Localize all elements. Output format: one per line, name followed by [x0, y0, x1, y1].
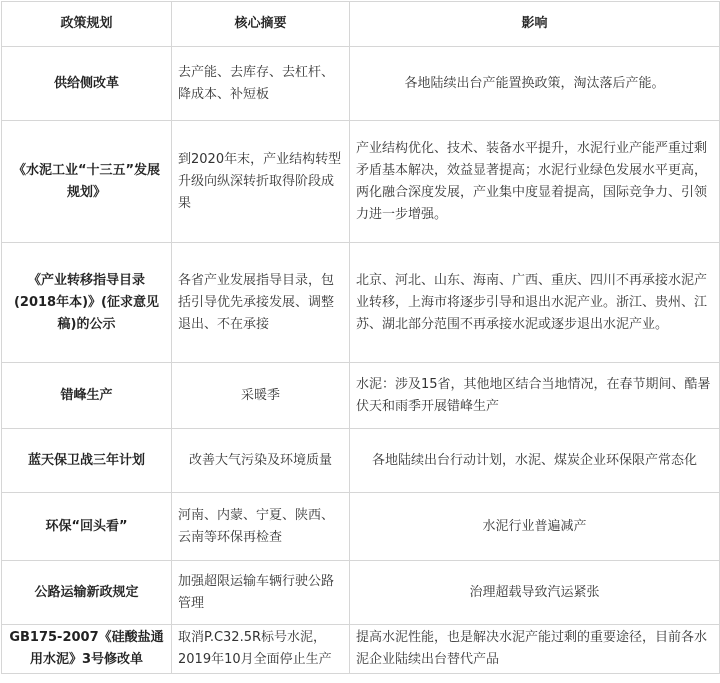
impact-cell: 各地陆续出台产能置换政策，淘汰落后产能。 — [350, 47, 720, 121]
policy-cell: 供给侧改革 — [2, 47, 172, 121]
summary-cell: 采暖季 — [172, 363, 350, 429]
summary-cell: 改善大气污染及环境质量 — [172, 429, 350, 493]
summary-cell: 加强超限运输车辆行驶公路管理 — [172, 561, 350, 625]
table-row — [2, 493, 720, 561]
header-summary: 核心摘要 — [172, 2, 350, 47]
impact-cell: 水泥：涉及15省，其他地区结合当地情况，在春节期间、酷暑伏天和雨季开展错峰生产 — [350, 363, 720, 429]
table-row — [2, 363, 720, 429]
impact-cell: 各地陆续出台行动计划，水泥、煤炭企业环保限产常态化 — [350, 429, 720, 493]
policy-cell: GB175-2007《硅酸盐通用水泥》3号修改单 — [2, 625, 172, 674]
table-row — [2, 47, 720, 121]
policy-cell: 错峰生产 — [2, 363, 172, 429]
summary-cell: 去产能、去库存、去杠杆、降成本、补短板 — [172, 47, 350, 121]
table-row — [2, 561, 720, 625]
table-row — [2, 429, 720, 493]
table-row — [2, 625, 720, 674]
impact-cell: 提高水泥性能，也是解决水泥产能过剩的重要途径，目前各水泥企业陆续出台替代产品 — [350, 625, 720, 674]
policy-cell: 《水泥工业“十三五”发展规划》 — [2, 121, 172, 243]
impact-cell: 治理超载导致汽运紧张 — [350, 561, 720, 625]
header-impact: 影响 — [350, 2, 720, 47]
impact-cell: 水泥行业普遍减产 — [350, 493, 720, 561]
summary-cell: 各省产业发展指导目录，包括引导优先承接发展、调整退出、不在承接 — [172, 243, 350, 363]
impact-cell: 产业结构优化、技术、装备水平提升，水泥行业产能严重过剩矛盾基本解决，效益显著提高；水泥行业绿色发展水平更高，两化融合深度发展，产业集中度显着提高，国际竞争力、引领力进一步增强。 — [350, 121, 720, 243]
summary-cell: 到2020年末，产业结构转型升级向纵深转折取得阶段成果 — [172, 121, 350, 243]
policy-cell: 公路运输新政规定 — [2, 561, 172, 625]
policy-cell: 蓝天保卫战三年计划 — [2, 429, 172, 493]
table-row — [2, 243, 720, 363]
policy-table — [1, 1, 720, 674]
header-policy: 政策规划 — [2, 2, 172, 47]
policy-cell: 《产业转移指导目录(2018年本)》(征求意见稿)的公示 — [2, 243, 172, 363]
table-header-row — [2, 2, 720, 47]
summary-cell: 取消P.C32.5R标号水泥，2019年10月全面停止生产 — [172, 625, 350, 674]
table-row — [2, 121, 720, 243]
policy-cell: 环保“回头看” — [2, 493, 172, 561]
summary-cell: 河南、内蒙、宁夏、陕西、云南等环保再检查 — [172, 493, 350, 561]
impact-cell: 北京、河北、山东、海南、广西、重庆、四川不再承接水泥产业转移，上海市将逐步引导和退出水泥产业。浙江、贵州、江苏、湖北部分范围不再承接水泥或逐步退出水泥产业。 — [350, 243, 720, 363]
